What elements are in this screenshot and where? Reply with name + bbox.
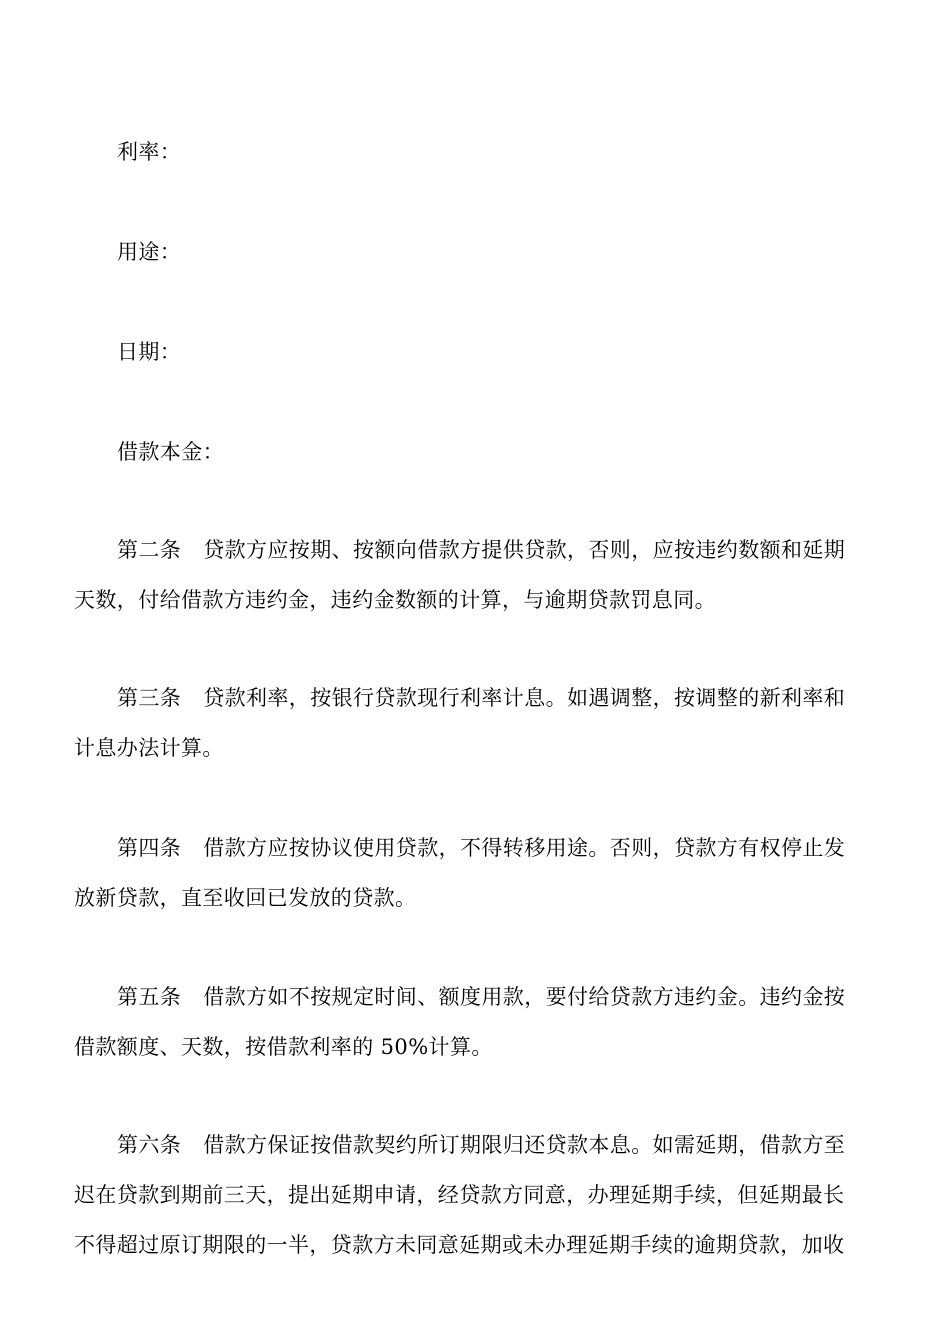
article-text-line: 借款方应按协议使用贷款，不得转移用途。否则，贷款方有权停止发 <box>203 836 846 860</box>
field-label: 用途： <box>117 240 182 264</box>
article-text-line: 不得超过原订期限的一半，贷款方未同意延期或未办理延期手续的逾期贷款，加收 <box>74 1233 845 1257</box>
article-text-line: 放新贷款，直至收回已发放的贷款。 <box>74 886 417 910</box>
article-text-line: 贷款利率，按银行贷款现行利率计息。如遇调整，按调整的新利率和 <box>203 686 846 710</box>
article-4 <box>74 823 880 923</box>
article-text-line: 迟在贷款到期前三天，提出延期申请，经贷款方同意，办理延期手续，但延期最长 <box>74 1183 845 1207</box>
article-number: 第六条 <box>117 1133 182 1157</box>
article-2 <box>74 525 880 625</box>
article-6 <box>74 1120 880 1270</box>
article-text-line: 借款方保证按借款契约所订期限归还贷款本息。如需延期，借款方至 <box>203 1133 846 1157</box>
field-label: 利率： <box>117 140 182 164</box>
article-text-line: 借款方如不按规定时间、额度用款，要付给贷款方违约金。违约金按 <box>203 985 846 1009</box>
article-text-line: 计息办法计算。 <box>74 736 224 760</box>
field-principal <box>74 427 880 477</box>
article-number: 第四条 <box>117 836 182 860</box>
article-number: 第二条 <box>117 538 182 562</box>
article-5 <box>74 972 880 1072</box>
article-text-line: 天数，付给借款方违约金，违约金数额的计算，与逾期贷款罚息同。 <box>74 588 716 612</box>
field-purpose <box>74 227 880 277</box>
field-interest-rate <box>74 127 880 177</box>
article-text-line: 贷款方应按期、按额向借款方提供贷款，否则，应按违约数额和延期 <box>203 538 846 562</box>
article-number: 第三条 <box>117 686 182 710</box>
article-number: 第五条 <box>117 985 182 1009</box>
article-3 <box>74 673 880 773</box>
field-label: 借款本金： <box>117 440 224 464</box>
field-label: 日期： <box>117 340 182 364</box>
field-date <box>74 327 880 377</box>
article-text-line: 借款额度、天数，按借款利率的 50%计算。 <box>74 1035 493 1059</box>
